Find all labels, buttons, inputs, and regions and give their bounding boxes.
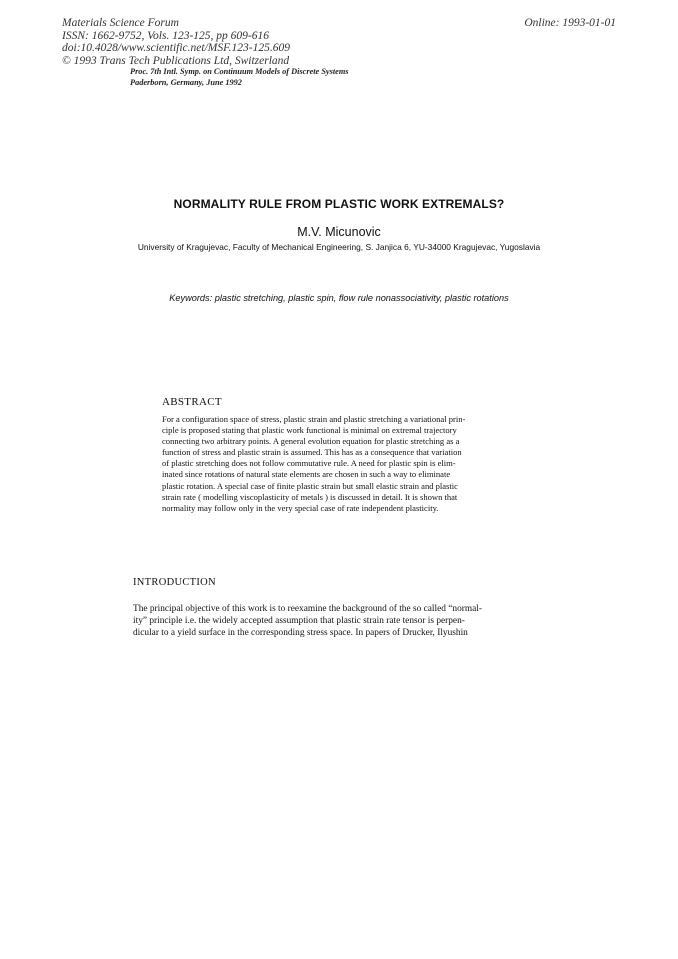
abstract-line: ciple is proposed stating that plastic work functional is minimal on extremal trajectory <box>162 425 457 436</box>
abstract-body <box>162 414 544 514</box>
online-date: Online: 1993-01-01 <box>524 17 616 29</box>
journal-header <box>62 17 290 67</box>
introduction-body <box>133 603 549 639</box>
abstract-line: inated since rotations of natural state elements are chosen in such a way to eliminate <box>162 469 451 480</box>
abstract-heading: ABSTRACT <box>162 396 222 408</box>
keywords: Keywords: plastic stretching, plastic spin, flow rule nonassociativity, plastic rotations <box>169 293 509 303</box>
introduction-heading: INTRODUCTION <box>133 577 216 588</box>
proceedings-line: Proc. 7th Intl. Symp. on Continuum Models of Discrete Systems <box>130 67 349 76</box>
abstract-line: plastic rotation. A special case of finite plastic strain but small elastic strain and plastic <box>162 480 458 491</box>
issn-line: ISSN: 1662-9752, Vols. 123-125, pp 609-616 <box>62 29 269 42</box>
introduction-line: The principal objective of this work is to reexamine the background of the so called “normal- <box>133 604 482 614</box>
journal-name: Materials Science Forum <box>62 17 179 29</box>
author-name: M.V. Micunovic <box>297 225 381 239</box>
proceedings-note <box>130 66 349 88</box>
copyright-line: © 1993 Trans Tech Publications Ltd, Switzerland <box>62 54 290 67</box>
abstract-line: For a configuration space of stress, plastic strain and plastic stretching a variational prin- <box>162 414 466 424</box>
introduction-line: dicular to a yield surface in the corresponding stress space. In papers of Drucker, Ilyushin <box>133 628 468 639</box>
author-affiliation: University of Kragujevac, Faculty of Mechanical Engineering, S. Janjica 6, YU-34000 Kragujevac, Yugoslavia <box>137 242 541 252</box>
doi-line: doi:10.4028/www.scientific.net/MSF.123-125.609 <box>62 42 290 55</box>
abstract-line: connecting two arbitrary points. A general evolution equation for plastic stretching as a <box>162 436 460 447</box>
proceedings-line: Paderborn, Germany, June 1992 <box>130 78 242 87</box>
abstract-line: normality may follow only in the very special case of rate independent plasticity. <box>162 502 439 513</box>
introduction-line: ity” principle i.e. the widely accepted assumption that plastic strain rate tensor is perpen- <box>133 616 465 627</box>
abstract-line: function of stress and plastic strain is assumed. This has as a consequence that variation <box>162 447 462 458</box>
abstract-line: strain rate ( modelling viscoplasticity of metals ) is discussed in detail. It is shown that <box>162 491 458 502</box>
paper-title: NORMALITY RULE FROM PLASTIC WORK EXTREMALS? <box>173 197 505 211</box>
abstract-line: of plastic stretching does not follow commutative rule. A need for plastic spin is elim- <box>162 458 456 469</box>
